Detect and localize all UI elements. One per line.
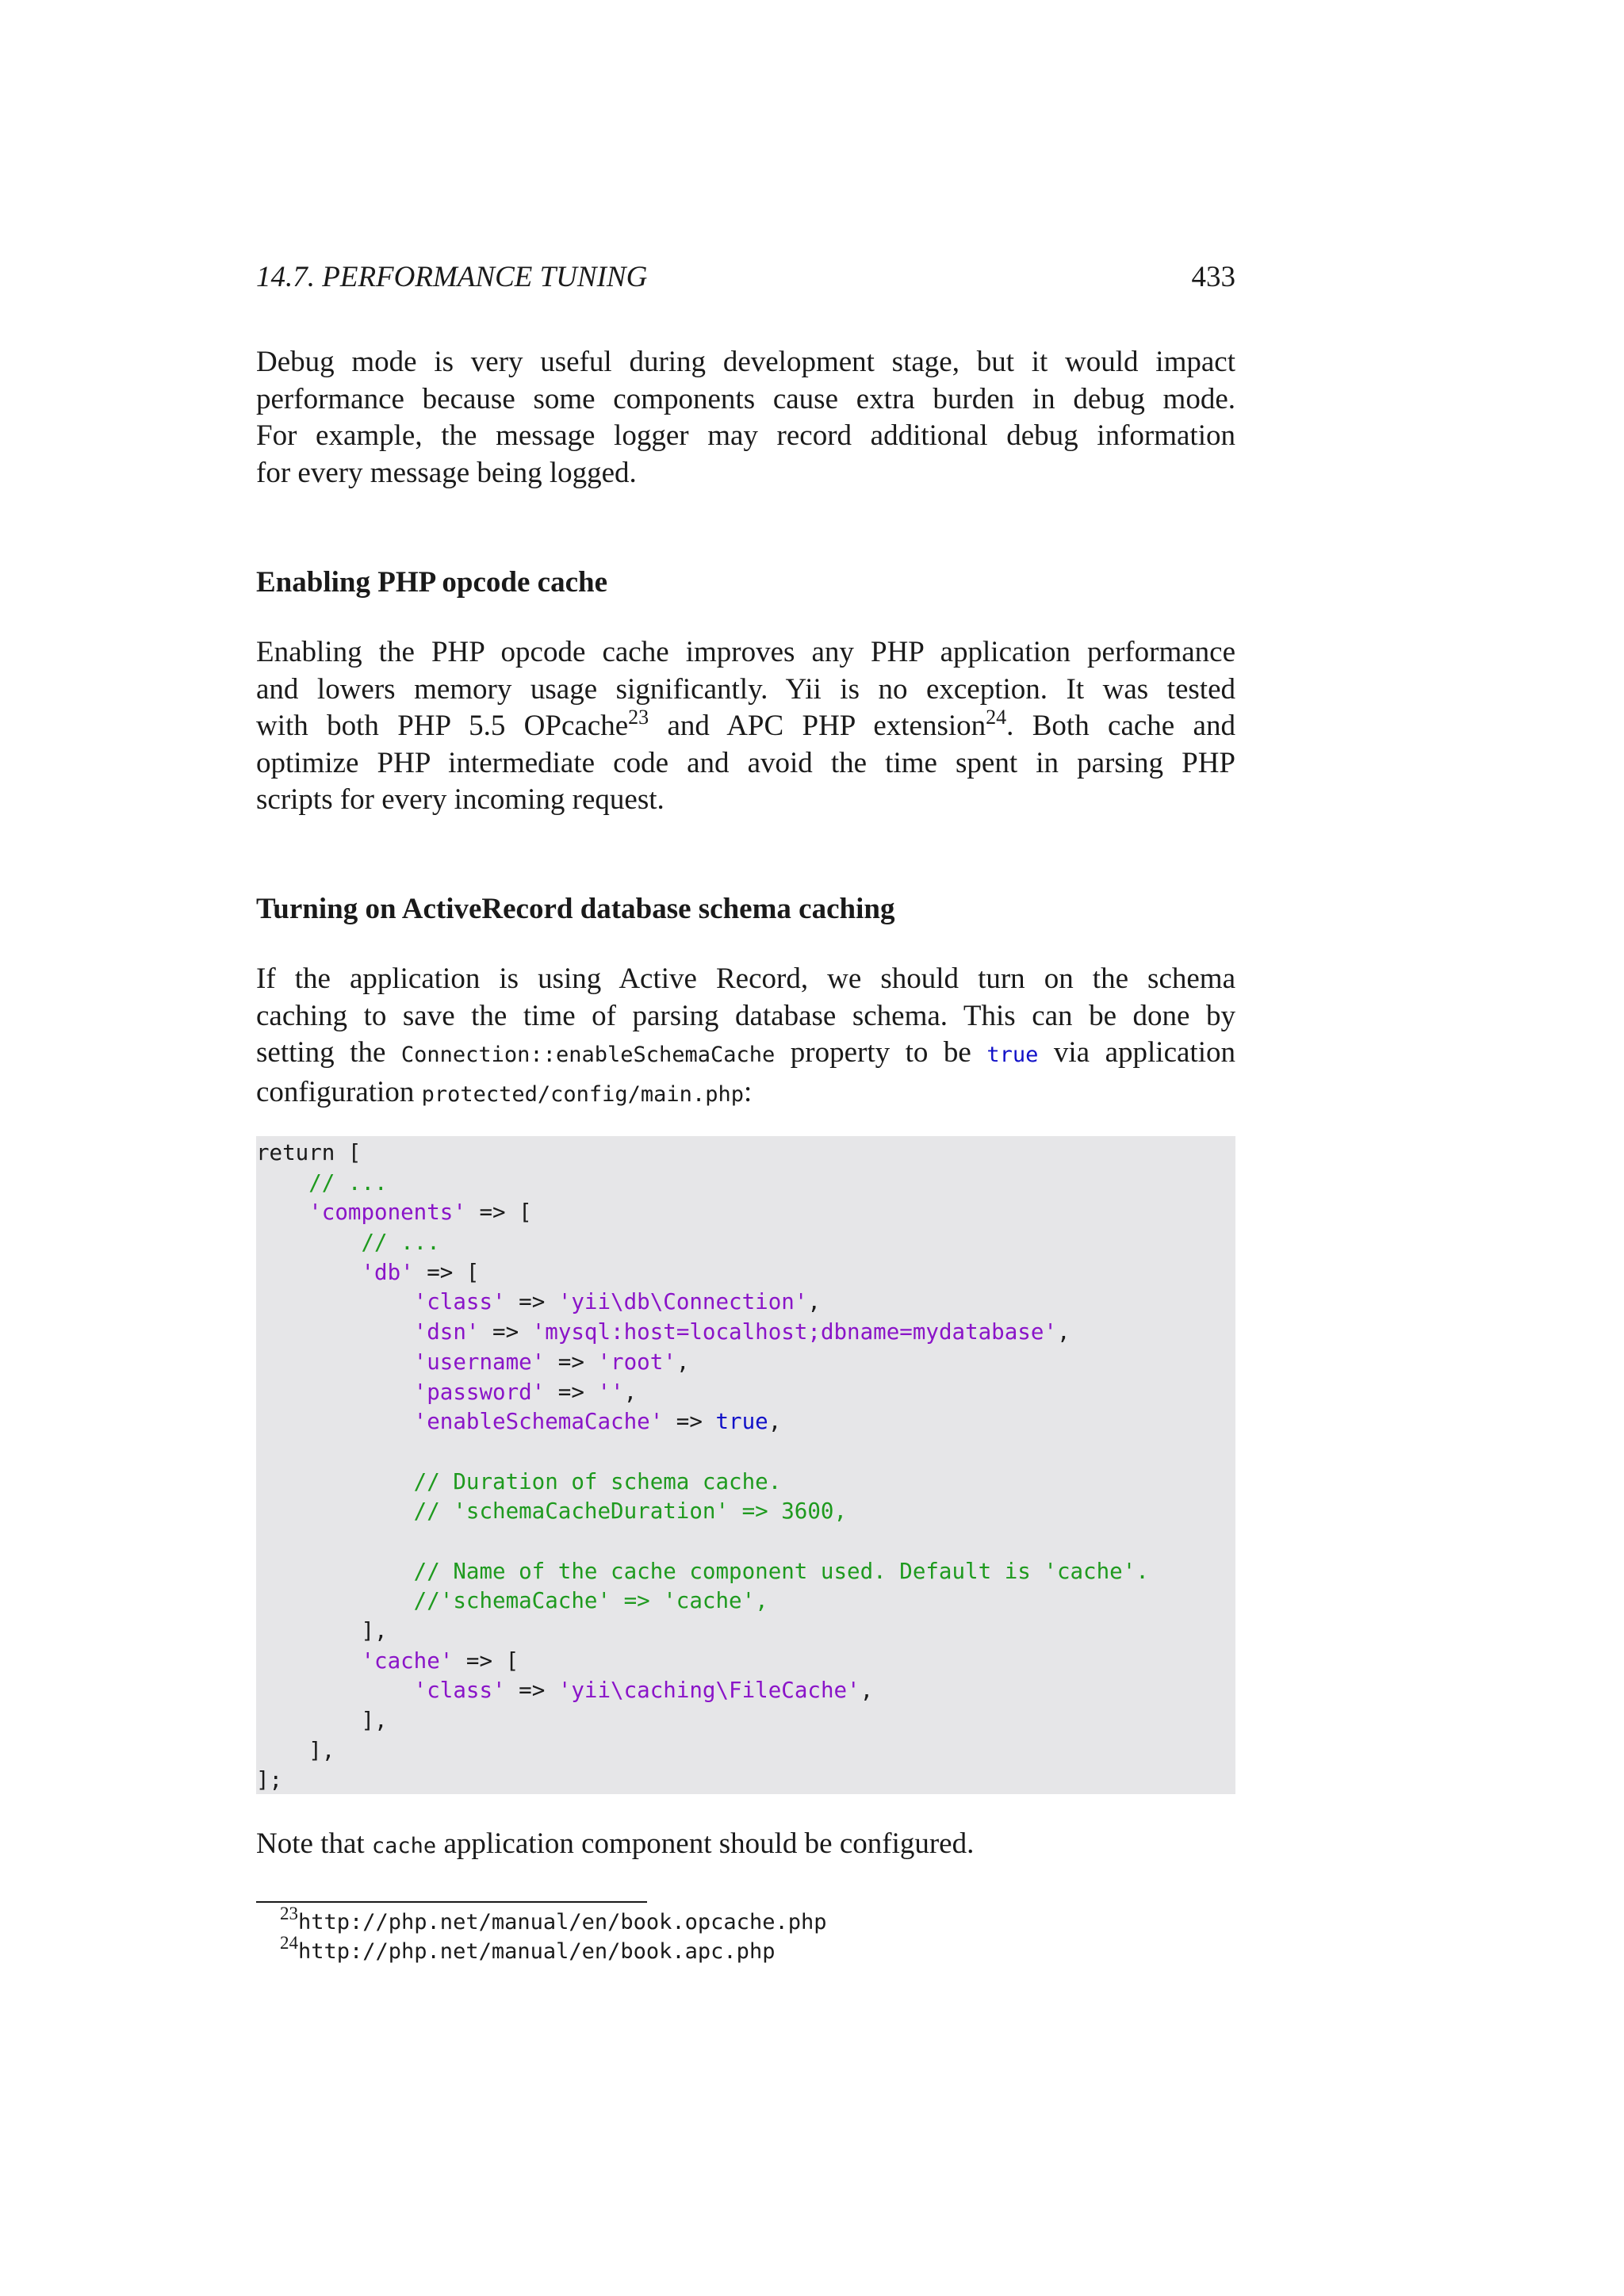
footnote-23 xyxy=(280,1904,827,1934)
page-number: 433 xyxy=(1191,261,1235,293)
footnote-number: 24 xyxy=(280,1933,298,1953)
footnote-ref-24[interactable]: 24 xyxy=(986,706,1007,729)
footnote-link[interactable]: http://php.net/manual/en/book.apc.php xyxy=(298,1939,776,1964)
code-line xyxy=(256,1198,1235,1228)
text-line: and lowers memory usage significantly. Yii is no exception. It was tested xyxy=(256,672,1235,706)
text-run: . Both cache and xyxy=(1006,710,1235,742)
code-string: 'db' xyxy=(256,1259,414,1285)
text-run: via application xyxy=(1038,1036,1235,1069)
text-line: For example, the message logger may record additional debug information xyxy=(256,419,1235,452)
text-run: configuration xyxy=(256,1075,422,1108)
paragraph-opcode-cache xyxy=(256,634,1235,819)
text-line: optimize PHP intermediate code and avoid the time spent in parsing PHP xyxy=(256,746,1235,779)
code-punct: , xyxy=(860,1678,874,1704)
running-header xyxy=(256,260,1235,300)
code-string: 'enableSchemaCache' xyxy=(256,1409,664,1435)
code-string: 'yii\db\Connection' xyxy=(557,1289,808,1315)
code-line xyxy=(256,1318,1235,1348)
code-block xyxy=(256,1136,1235,1794)
code-line xyxy=(256,1348,1235,1378)
text-line: performance because some components cause extra burden in debug mode. xyxy=(256,382,1235,415)
code-line: return [ xyxy=(256,1140,362,1165)
heading-php-opcode-cache: Enabling PHP opcode cache xyxy=(256,566,608,599)
text-line xyxy=(256,1035,1235,1074)
code-string: 'class' xyxy=(256,1289,506,1315)
code-string: 'dsn' xyxy=(256,1319,480,1345)
code-keyword: true xyxy=(715,1409,768,1435)
code-operator: => xyxy=(545,1379,598,1405)
code-line: // Duration of schema cache. xyxy=(256,1468,782,1494)
inline-code-cache: cache xyxy=(371,1834,437,1858)
code-operator: => [ xyxy=(453,1647,519,1674)
text-line: caching to save the time of parsing database schema. This can be done by xyxy=(256,999,1235,1032)
footnote-number: 23 xyxy=(280,1904,298,1923)
text-line: for every message being logged. xyxy=(256,456,637,489)
code-operator: => xyxy=(505,1678,558,1704)
code-blank-line xyxy=(256,1527,1235,1557)
text-run: application component should be configured. xyxy=(436,1827,975,1860)
code-punct: , xyxy=(1056,1319,1071,1345)
code-operator: => xyxy=(545,1349,598,1375)
code-line: // 'schemaCacheDuration' => 3600, xyxy=(256,1498,848,1525)
text-line: If the application is using Active Record, we should turn on the schema xyxy=(256,962,1235,995)
paragraph-schema-caching xyxy=(256,961,1235,1113)
text-run: property to be xyxy=(775,1036,987,1069)
paragraph-debug-mode xyxy=(256,344,1235,492)
inline-code-true: true xyxy=(986,1043,1039,1067)
text-run: and APC PHP extension xyxy=(649,710,986,742)
code-string: 'mysql:host=localhost;dbname=mydatabase' xyxy=(531,1319,1057,1345)
code-line xyxy=(256,1288,1235,1318)
code-punct: , xyxy=(768,1409,782,1435)
code-line: ]; xyxy=(256,1767,283,1793)
code-punct: , xyxy=(807,1289,821,1315)
code-line xyxy=(256,1647,1235,1677)
text-line xyxy=(256,1074,1235,1114)
section-title: 14.7. PERFORMANCE TUNING xyxy=(256,261,648,293)
code-string: 'yii\caching\FileCache' xyxy=(557,1678,860,1704)
code-line xyxy=(256,1378,1235,1408)
code-line: // ... xyxy=(256,1230,440,1256)
code-string: 'class' xyxy=(256,1678,506,1704)
code-operator: => [ xyxy=(413,1259,480,1285)
code-string: 'root' xyxy=(597,1349,676,1375)
text-run: Note that xyxy=(256,1827,372,1860)
text-line xyxy=(256,1826,1235,1866)
footnote-24 xyxy=(280,1933,776,1964)
code-line xyxy=(256,1676,1235,1706)
text-line xyxy=(256,708,1235,745)
code-punct: , xyxy=(623,1379,638,1405)
text-run: : xyxy=(743,1075,753,1108)
code-blank-line xyxy=(256,1437,1235,1468)
footnote-ref-23[interactable]: 23 xyxy=(628,706,649,729)
code-string: 'components' xyxy=(256,1200,466,1226)
code-operator: => [ xyxy=(465,1200,532,1226)
text-run: with both PHP 5.5 OPcache xyxy=(256,710,629,742)
code-line: ], xyxy=(256,1618,388,1644)
code-string: 'cache' xyxy=(256,1647,454,1674)
code-line xyxy=(256,1407,1235,1437)
footnote-link[interactable]: http://php.net/manual/en/book.opcache.php xyxy=(298,1910,827,1934)
text-run: setting the xyxy=(256,1036,401,1069)
code-string: '' xyxy=(597,1379,624,1405)
code-line: // ... xyxy=(256,1169,388,1196)
code-line: ], xyxy=(256,1737,335,1763)
code-line: //'schemaCache' => 'cache', xyxy=(256,1588,768,1614)
text-line: scripts for every incoming request. xyxy=(256,783,665,816)
code-operator: => xyxy=(505,1289,558,1315)
code-line: // Name of the cache component used. Default is 'cache'. xyxy=(256,1558,1149,1584)
code-line xyxy=(256,1258,1235,1288)
heading-schema-caching: Turning on ActiveRecord database schema caching xyxy=(256,893,895,925)
code-operator: => xyxy=(479,1319,532,1345)
inline-code-config-path: protected/config/main.php xyxy=(421,1081,744,1107)
code-string: 'username' xyxy=(256,1349,546,1375)
text-line: Enabling the PHP opcode cache improves any PHP application performance xyxy=(256,636,1235,668)
code-string: 'password' xyxy=(256,1379,546,1405)
footnote-divider xyxy=(256,1901,647,1903)
text-line: Debug mode is very useful during development stage, but it would impact xyxy=(256,346,1235,378)
code-punct: , xyxy=(676,1349,690,1375)
paragraph-note-cache xyxy=(256,1826,1235,1866)
inline-code-connection: Connection::enableSchemaCache xyxy=(400,1043,776,1067)
code-line: ], xyxy=(256,1708,388,1734)
code-operator: => xyxy=(663,1409,716,1435)
